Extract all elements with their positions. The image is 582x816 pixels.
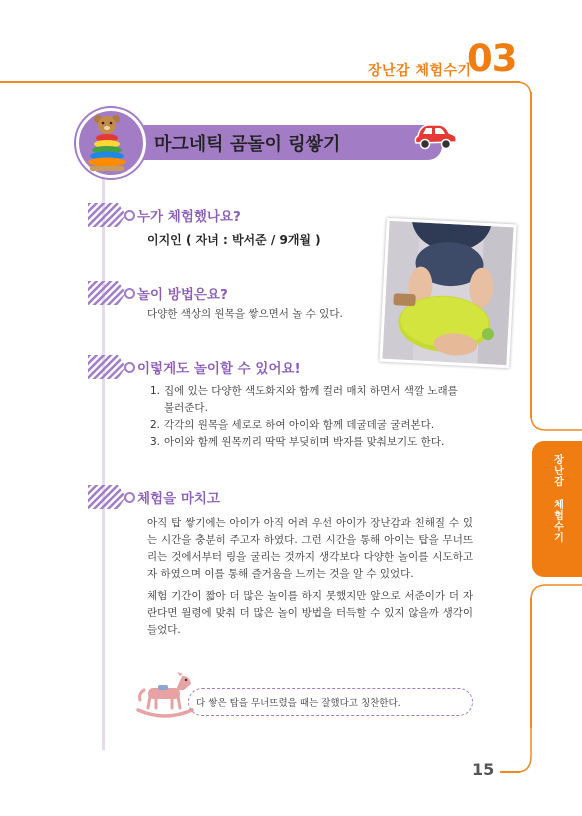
- section-marker-who: [88, 203, 126, 227]
- header-label: 장난감 체험수기: [368, 63, 472, 79]
- frame-corner-top: [515, 76, 537, 98]
- section-heading-who: 누가 체험했나요?: [137, 209, 241, 225]
- section-heading-also: 이렇게도 놀이할 수 있어요!: [137, 361, 301, 377]
- rocking-horse-icon: [134, 670, 196, 720]
- list-item: 1. 집에 있는 다양한 색도화지와 함께 컬러 매치 하면서 색깔 노래를 불러준다.: [150, 385, 458, 414]
- frame-right-bottom-line: [530, 598, 532, 728]
- header-number: 03: [467, 37, 517, 80]
- section-dot-finish: [124, 492, 135, 503]
- frame-corner-tab-bottom: [530, 580, 582, 602]
- ring-stacker-bear-icon: [82, 110, 132, 174]
- how-text: 다양한 색상의 원목을 쌓으면서 놀 수 있다.: [147, 308, 343, 320]
- list-item: 3. 아이와 함께 원목끼리 딱딱 부딪히며 박자를 맞춰보기도 한다.: [150, 436, 445, 448]
- frame-right-top-line: [530, 92, 532, 418]
- red-car-icon: [412, 118, 458, 152]
- play-photo: [379, 218, 516, 369]
- section-heading-how: 놀이 방법은요?: [137, 287, 228, 303]
- frame-corner-tab-top: [530, 414, 582, 436]
- photo-illustration: [382, 221, 513, 365]
- page-number: 15: [472, 760, 495, 779]
- section-dot-who: [124, 210, 135, 221]
- who-text: 이지인 ( 자녀 : 박서준 / 9개월 ): [147, 233, 321, 247]
- frame-corner-bottom: [513, 724, 535, 774]
- section-heading-finish: 체험을 마치고: [137, 491, 220, 507]
- list-item: 2. 각각의 원목을 세로로 하여 아이와 함께 데굴데굴 굴려본다.: [150, 419, 435, 431]
- page-title: 마그네틱 곰돌이 링쌓기: [154, 134, 341, 155]
- section-marker-also: [88, 355, 126, 379]
- finish-paragraph-1: 아직 탑 쌓기에는 아이가 아직 어려 우선 아이가 장난감과 친해질 수 있는 시간을 충분히 주고자 하였다. 그런 시간을 통해 아이는 탑을 무너뜨리는 것에서부터 링을 굴리는 것까지 생각보다 다양한 놀이를 시도하고자 하였으며 이를 통해 즐거움을 느끼는 것을 알 수 있었다.: [147, 517, 473, 580]
- also-list: [150, 383, 470, 451]
- section-marker-how: [88, 281, 126, 305]
- note-text: 다 쌓은 탑을 무너뜨렸을 때는 잘했다고 칭찬한다.: [196, 698, 401, 709]
- timeline-spine: [102, 172, 105, 750]
- section-dot-how: [124, 288, 135, 299]
- section-dot-also: [124, 362, 135, 373]
- section-marker-finish: [88, 485, 126, 509]
- frame-top-line: [0, 81, 520, 83]
- finish-paragraph-2: 체험 기간이 짧아 더 많은 놀이를 하지 못했지만 앞으로 서준이가 더 자란다면 월령에 맞춰 더 많은 놀이 방법을 터득할 수 있지 않을까 생각이 들었다.: [147, 590, 473, 636]
- side-tab-label: 장난감 체험수기: [551, 454, 563, 543]
